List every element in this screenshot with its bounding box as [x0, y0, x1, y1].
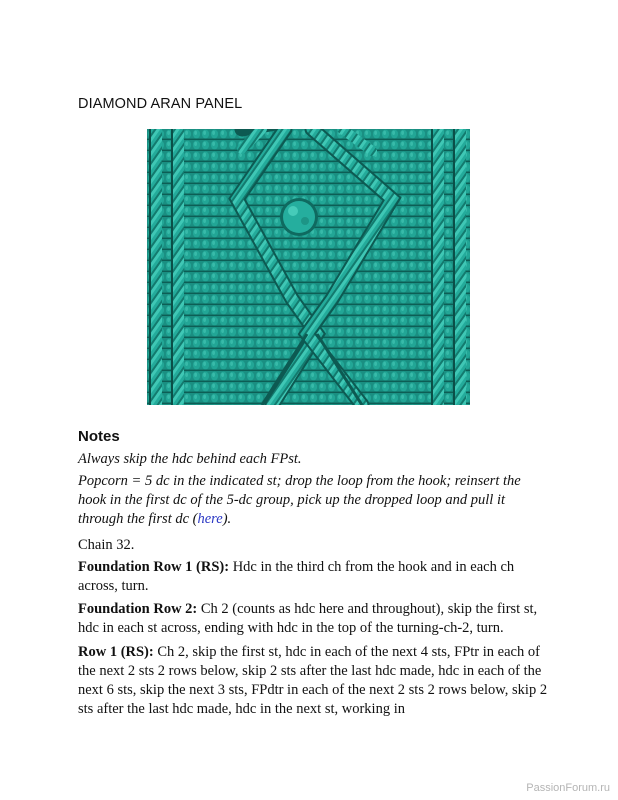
pattern-title: DIAMOND ARAN PANEL	[78, 96, 243, 112]
foundation-row-2-label: Foundation Row 2:	[78, 601, 198, 617]
foundation-row-1-label: Foundation Row 1 (RS):	[78, 559, 230, 575]
foundation-row-2-text: Ch 2 (counts as hdc here and throughout), skip the first st, hdc in each st across, ending with hdc in the top of the turning-ch-2, turn.	[78, 601, 538, 636]
crochet-swatch-photo	[147, 129, 470, 405]
note-popcorn-end: ).	[222, 511, 232, 527]
chain-instruction: Chain 32.	[78, 537, 135, 553]
foundation-row-2	[78, 600, 548, 638]
note-popcorn	[78, 472, 548, 529]
here-link[interactable]: here	[197, 511, 223, 527]
row-1	[78, 643, 548, 719]
row-1-text: Ch 2, skip the first st, hdc in each of the next 4 sts, FPtr in each of the next 2 sts 2 rows below, skip 2 sts after the last hdc made, hdc in each of the next 6 sts, skip the next 3 sts, FPdtr in each of the next 2 sts 2 rows below, skip 2 sts after the last hdc made, hdc in the next st, working in	[78, 644, 548, 717]
foundation-row-1-text: Hdc in the third ch from the hook and in each ch across, turn.	[78, 559, 515, 594]
row-1-label: Row 1 (RS):	[78, 644, 154, 660]
watermark: PassionForum.ru	[526, 782, 610, 794]
note-fpst: Always skip the hdc behind each FPst.	[78, 451, 302, 467]
notes-heading: Notes	[78, 428, 120, 445]
foundation-row-1	[78, 558, 548, 596]
note-popcorn-text: Popcorn = 5 dc in the indicated st; drop the loop from the hook; reinsert the hook in the first dc of the 5-dc group, pick up the dropped loop and pull it through the first dc (	[78, 473, 521, 527]
